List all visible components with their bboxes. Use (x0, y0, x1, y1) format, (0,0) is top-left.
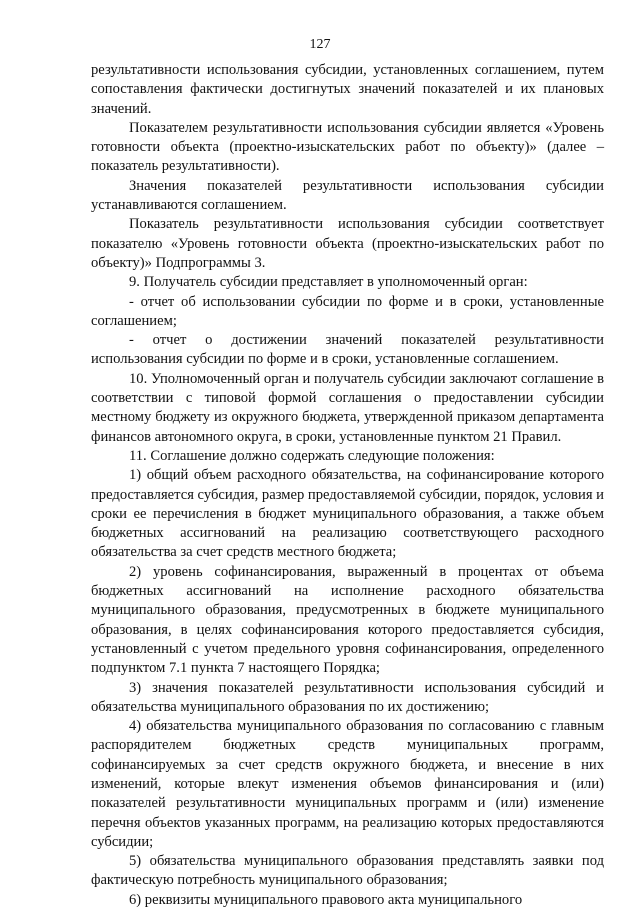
paragraph: Показатель результативности использования субсидии соответствует показателю «Уровень готовности объекта (проектно-изыскательских работ по объекту)» Подпрограммы 3. (91, 216, 604, 271)
paragraph: результативности использования субсидии, установленных соглашением, путем сопоставления фактически достигнутых значений показателей и их плановых значений. (91, 62, 604, 117)
paragraph: - отчет о достижении значений показателей результативности использования субсидии по форме и в сроки, установленные соглашением. (91, 332, 604, 368)
document-body (91, 61, 604, 910)
paragraph: 10. Уполномоченный орган и получатель субсидии заключают соглашение в соответствии с типовой формой соглашения о предоставлении субсидии местному бюджету из окружного бюджета, утвержденной приказом департамента финансов автономного округа, в сроки, установленные пунктом 21 Правил. (91, 370, 604, 445)
paragraph: 5) обязательства муниципального образования представлять заявки под фактическую потребность муниципального образования; (91, 853, 604, 889)
paragraph: 3) значения показателей результативности использования субсидий и обязательства муниципального образования по их достижению; (91, 679, 604, 715)
paragraph: Значения показателей результативности использования субсидии устанавливаются соглашением. (91, 177, 604, 214)
paragraph: 4) обязательства муниципального образования по согласованию с главным распорядителем бюджетных средств муниципальных программ, софинансируемых за счет средств окружного бюджета, и внесение в них изменений, которые влекут изменения объемов финансирования и (или) показателей результативности муниципальных программ и (или) изменение перечня объектов указанных программ, на реализацию которых предоставляются субсидии; (91, 718, 604, 850)
paragraph: - отчет об использовании субсидии по форме и в сроки, установленные соглашением; (91, 293, 604, 329)
paragraph: 11. Соглашение должно содержать следующие положения: (129, 447, 495, 464)
paragraph: 1) общий объем расходного обязательства, на софинансирование которого предоставляется субсидия, размер предоставляемой субсидии, порядок, условия и сроки ее перечисления в бюджет муниципального образования, а также объем бюджетных ассигнований на реализацию соответствующего расходного обязательства за счет средств местного бюджета; (91, 467, 604, 561)
paragraph: Показателем результативности использования субсидии является «Уровень готовности объекта (проектно-изыскательских работ по объекту)» (далее – показатель результативности). (91, 119, 604, 175)
paragraph: 6) реквизиты муниципального правового акта муниципального (129, 891, 523, 908)
page-number: 127 (309, 37, 331, 52)
paragraph: 2) уровень софинансирования, выраженный в процентах от объема бюджетных ассигнований на исполнение расходного обязательства муниципального образования, предусмотренных в бюджете муниципального образования, в целях софинансирования которого предоставляется субсидия, установленный с учетом предельного уровня софинансирования, определенного подпунктом 7.1 пункта 7 настоящего Порядка; (91, 563, 604, 677)
paragraph: 9. Получатель субсидии представляет в уполномоченный орган: (129, 274, 528, 291)
